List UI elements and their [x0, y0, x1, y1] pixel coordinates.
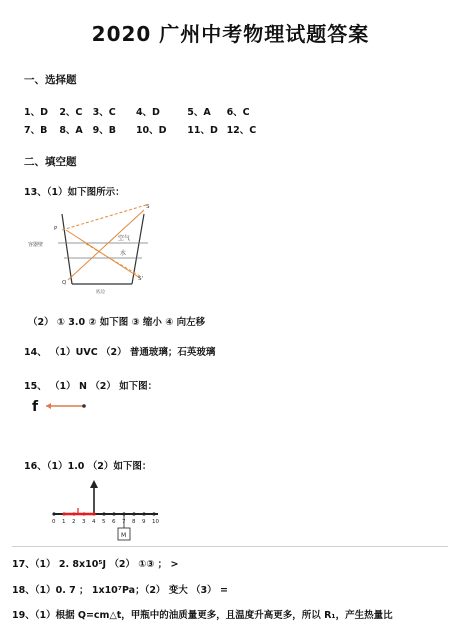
- tick-point: [152, 512, 155, 515]
- air-label: 空气: [118, 235, 131, 242]
- tick-point: [102, 512, 105, 515]
- tick-label: 1: [62, 519, 66, 525]
- bottom-label: 底边: [96, 290, 105, 295]
- tick-point: [142, 512, 145, 515]
- answer-12: 12、C: [226, 125, 257, 136]
- divider: [12, 546, 448, 547]
- tick-label: 7: [122, 519, 126, 525]
- wall-label: 容器壁: [28, 242, 44, 248]
- tick-label: 10: [152, 519, 159, 525]
- answer-row-2: [24, 122, 261, 136]
- force-arrowhead: [46, 403, 51, 409]
- tick-point: [122, 512, 125, 515]
- answer-6: 6、C: [226, 107, 250, 118]
- tick-label: 6: [112, 519, 116, 525]
- q13-part2: （2） ① 3.0 ② 如下图 ③ 缩小 ④ 向左移: [28, 317, 206, 328]
- tick-point: [92, 512, 95, 515]
- tick-label: 4: [92, 519, 96, 525]
- section-heading-choice: 一、选择题: [24, 74, 77, 86]
- q15-force-figure: [32, 396, 92, 416]
- force-label: f: [32, 399, 39, 415]
- container-wall-left: [62, 214, 72, 284]
- point-q: Q: [62, 280, 67, 286]
- tick-label: 2: [72, 519, 76, 525]
- q16-label: 16、（1）1.0 （2）如下图：: [24, 461, 152, 472]
- answer-3: 3、C: [92, 107, 116, 118]
- tick-point: [132, 512, 135, 515]
- answer-2: 2、C: [59, 107, 83, 118]
- tick-point: [72, 512, 75, 515]
- q16-lever-figure: [48, 478, 178, 546]
- section-heading-fill: 二、填空题: [24, 156, 77, 168]
- q18-answer: 18、（1）0. 7 ； 1x10⁷Pa；（2） 变大 （3） =: [12, 585, 228, 596]
- tick-label: 8: [132, 519, 136, 525]
- answer-row-1: [24, 104, 261, 118]
- tick-point: [112, 512, 115, 515]
- point-s-prime: S': [138, 276, 144, 282]
- tick-label: 9: [142, 519, 146, 525]
- tick-point: [82, 512, 85, 515]
- q13-optics-figure: [28, 200, 168, 300]
- q13-label: 13、（1）如下图所示：: [24, 187, 125, 198]
- q14-answer: 14、 （1）UVC （2） 普通玻璃；石英玻璃: [24, 347, 216, 358]
- answer-11: 11、D: [187, 125, 218, 136]
- answer-5: 5、A: [187, 107, 211, 118]
- force-origin-point: [82, 404, 86, 408]
- answer-8: 8、A: [59, 125, 83, 136]
- answer-9: 9、B: [92, 125, 116, 136]
- tick-label: 3: [82, 519, 86, 525]
- weight-label: M: [121, 532, 127, 539]
- answer-1: 1、D: [24, 107, 48, 118]
- water-label: 水: [120, 250, 127, 257]
- force-vector-head: [90, 480, 98, 488]
- q17-answer: 17、（1） 2. 8x10⁵J （2） ①③ ； >: [12, 559, 179, 570]
- answer-7: 7、B: [24, 125, 48, 136]
- tick-label: 5: [102, 519, 106, 525]
- light-ray-3: [68, 210, 144, 280]
- tick-point: [62, 512, 65, 515]
- q15-label: 15、 （1） N （2） 如下图：: [24, 381, 158, 392]
- answer-4: 4、D: [135, 107, 160, 118]
- point-s: S: [146, 204, 150, 210]
- answer-10: 10、D: [135, 125, 167, 136]
- page-title: 2020 广州中考物理试题答案: [91, 22, 370, 46]
- q19-answer: 19、（1）根据 Q=cm△t，甲瓶中的油质量更多，且温度升高更多，所以 R₁，产生热量比: [12, 610, 393, 621]
- tick-point: [52, 512, 55, 515]
- tick-label: 0: [52, 519, 56, 525]
- point-p: P: [54, 226, 58, 232]
- light-ray-1: [62, 205, 146, 230]
